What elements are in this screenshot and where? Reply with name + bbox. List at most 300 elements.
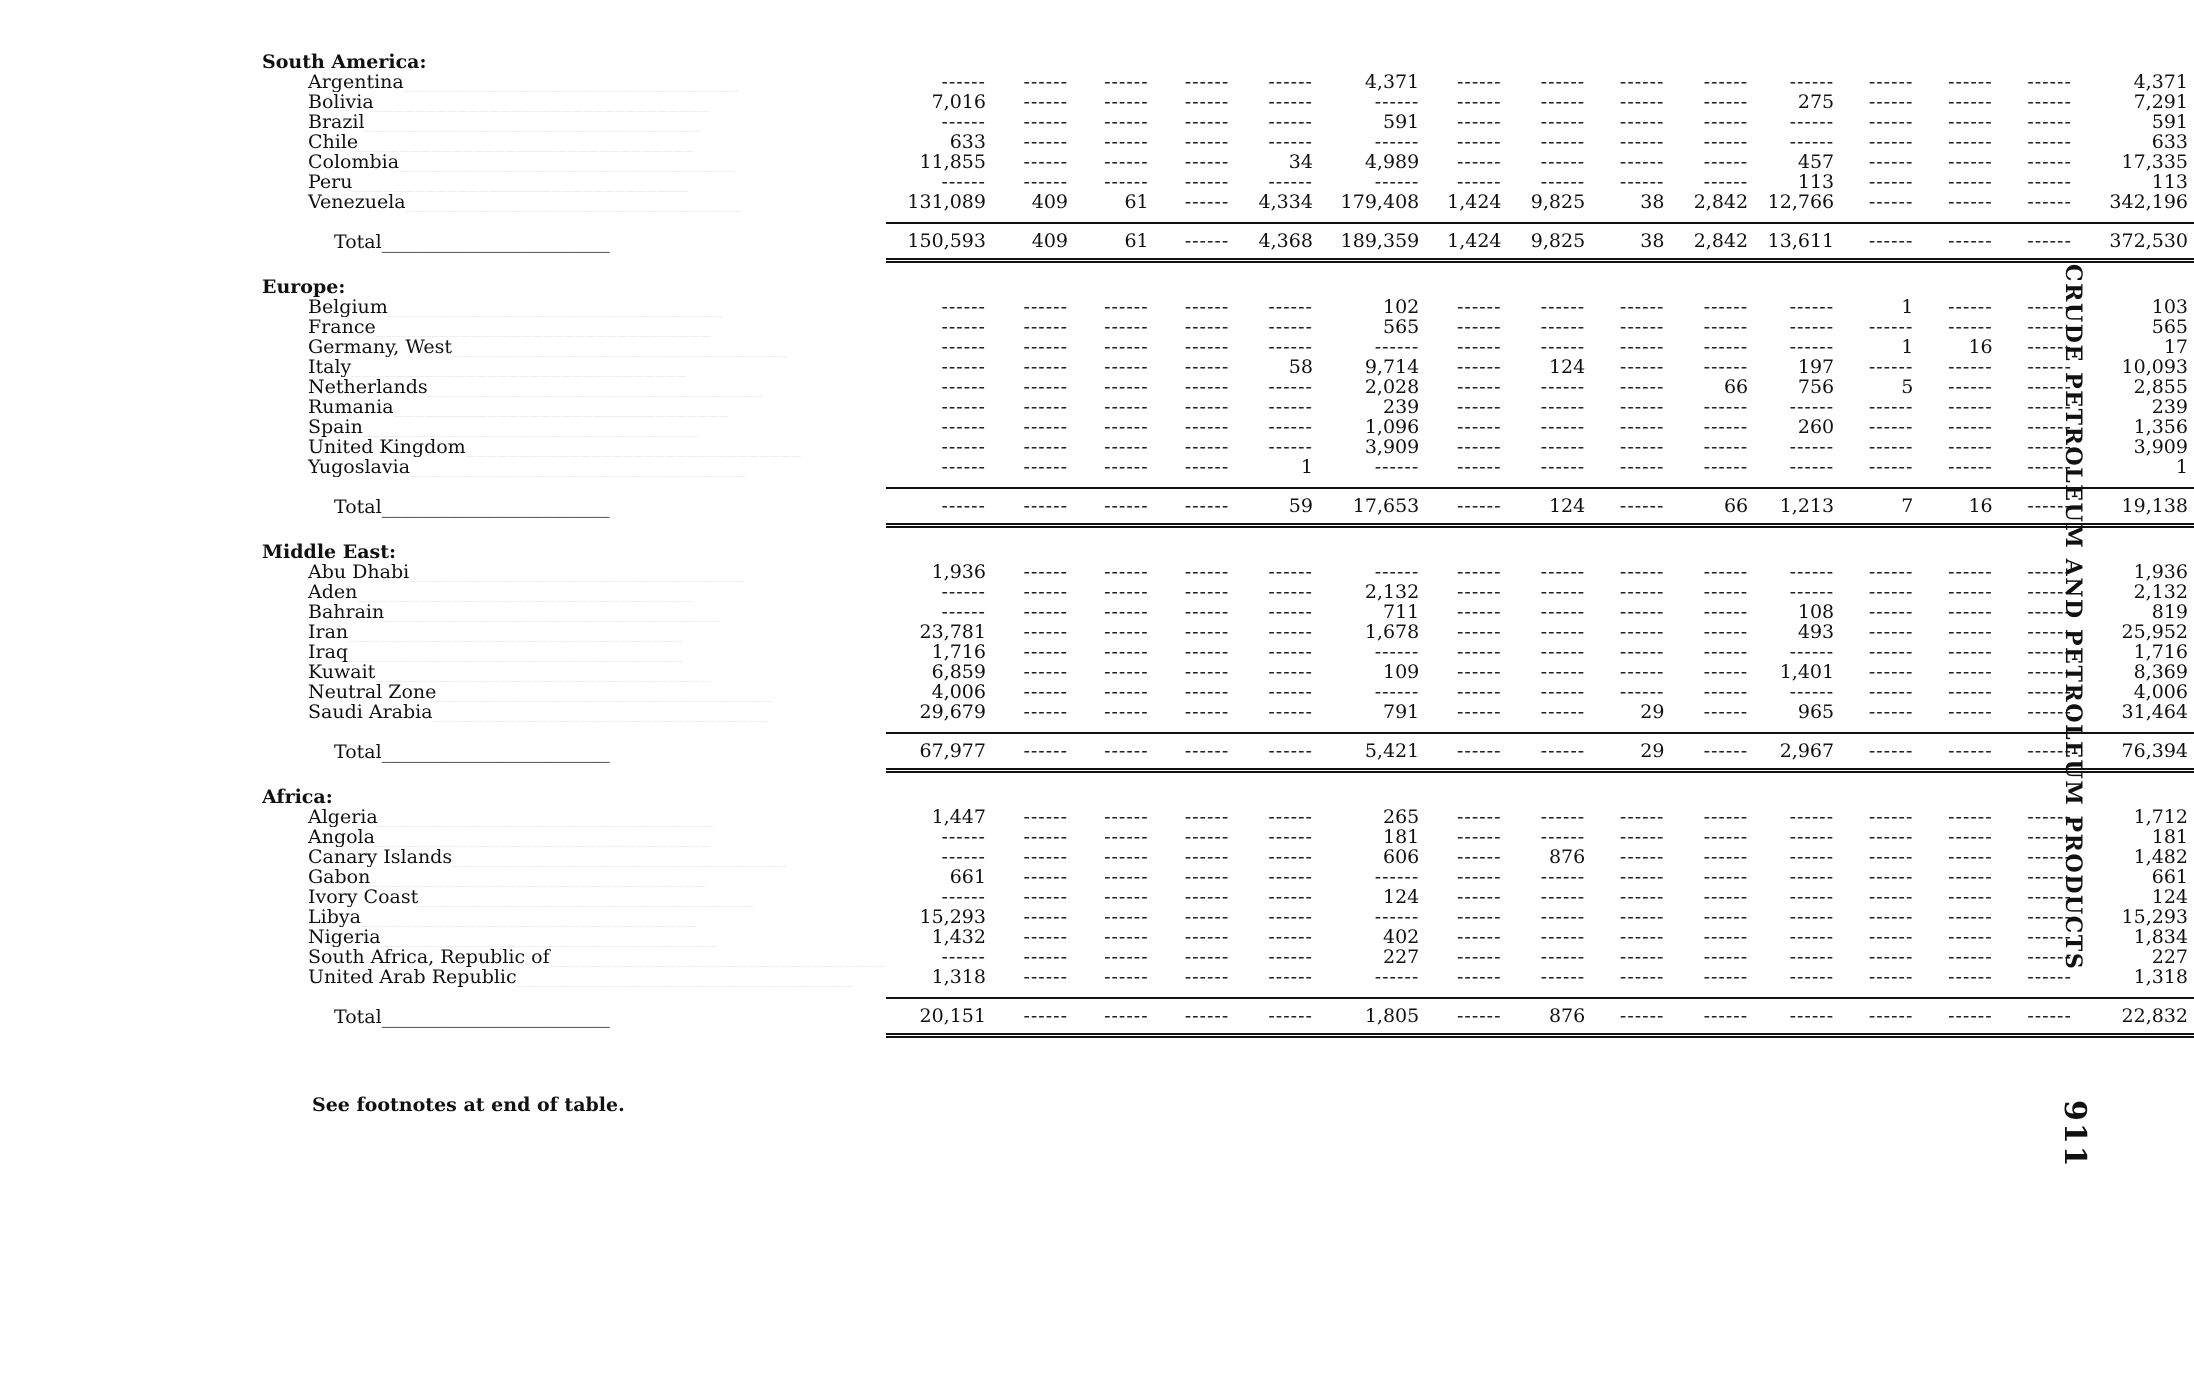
empty-cell xyxy=(1840,152,1919,172)
dash-placeholder: ------ xyxy=(1540,397,1586,417)
dash-placeholder: ------ xyxy=(1457,827,1502,847)
dash-placeholder: ------ xyxy=(1457,397,1502,417)
empty-cell xyxy=(1319,867,1425,887)
table-row xyxy=(262,662,2194,682)
dash-placeholder: ------ xyxy=(1268,397,1313,417)
dash-placeholder: ------ xyxy=(941,397,986,417)
empty-cell xyxy=(1235,702,1319,722)
empty-cell xyxy=(1508,72,1592,92)
dash-placeholder: ------ xyxy=(1023,967,1068,987)
empty-cell xyxy=(1919,192,1998,212)
dash-placeholder: ------ xyxy=(1457,317,1502,337)
value-cell: 1 xyxy=(1901,297,1914,317)
dash-placeholder: ------ xyxy=(1948,622,1993,642)
value-cell: 965 xyxy=(1797,702,1835,722)
dash-placeholder: ------ xyxy=(1789,947,1835,967)
dash-placeholder: ------ xyxy=(1184,582,1230,602)
empty-cell xyxy=(1155,827,1236,847)
empty-cell xyxy=(1155,457,1236,477)
dash-placeholder: ------ xyxy=(2027,437,2072,457)
dash-placeholder: ------ xyxy=(1457,92,1502,112)
empty-cell xyxy=(1754,562,1840,582)
empty-cell xyxy=(1754,72,1840,92)
empty-cell xyxy=(1425,72,1507,92)
empty-cell xyxy=(1074,457,1155,477)
dash-placeholder: ------ xyxy=(1703,927,1749,947)
country-label xyxy=(262,662,886,682)
dash-placeholder: ------ xyxy=(1184,847,1230,867)
dash-placeholder: ------ xyxy=(1868,582,1914,602)
empty-cell xyxy=(1591,562,1670,582)
region-header-row xyxy=(262,52,2194,72)
dash-placeholder: ------ xyxy=(1023,1005,1068,1027)
region-heading: Africa: xyxy=(262,787,333,807)
empty-cell xyxy=(992,488,1074,526)
dash-placeholder: ------ xyxy=(1023,622,1068,642)
empty-cell xyxy=(1840,622,1919,642)
dash-placeholder: ------ xyxy=(1868,317,1914,337)
empty-cell xyxy=(1074,998,1155,1036)
dash-placeholder: ------ xyxy=(1184,317,1230,337)
dash-placeholder: ------ xyxy=(1104,337,1149,357)
dash-placeholder: ------ xyxy=(1948,602,1993,622)
dash-placeholder: ------ xyxy=(1703,317,1749,337)
dash-placeholder: ------ xyxy=(1023,602,1068,622)
empty-cell xyxy=(992,417,1074,437)
empty-cell xyxy=(1919,112,1998,132)
dash-placeholder: ------ xyxy=(1457,602,1502,622)
dash-placeholder: ------ xyxy=(1703,582,1749,602)
empty-cell xyxy=(886,887,992,907)
empty-cell xyxy=(1591,582,1670,602)
country-label xyxy=(262,192,886,212)
empty-cell xyxy=(1155,622,1236,642)
dash-placeholder: ------ xyxy=(2027,192,2072,212)
dash-placeholder: ------ xyxy=(1268,907,1313,927)
leader-dots: ________________________________ xyxy=(358,132,695,152)
empty-cell xyxy=(1508,827,1592,847)
value-cell: 9,714 xyxy=(1364,357,1420,377)
dash-placeholder: ------ xyxy=(1268,72,1313,92)
empty-cell xyxy=(992,112,1074,132)
empty-cell xyxy=(1591,72,1670,92)
empty-cell xyxy=(1670,947,1754,967)
empty-cell xyxy=(1425,397,1507,417)
empty-cell xyxy=(1074,867,1155,887)
empty-cell xyxy=(1508,337,1592,357)
table-row xyxy=(262,927,2194,947)
country-label xyxy=(262,622,886,642)
country-name: Italy xyxy=(308,357,352,377)
country-label xyxy=(262,377,886,397)
empty-cell xyxy=(1919,582,1998,602)
dash-placeholder: ------ xyxy=(1619,642,1665,662)
dash-placeholder: ------ xyxy=(1789,682,1835,702)
dash-placeholder: ------ xyxy=(1948,1005,1993,1027)
country-label xyxy=(262,72,886,92)
empty-cell xyxy=(1155,682,1236,702)
empty-cell xyxy=(1074,337,1155,357)
dash-placeholder: ------ xyxy=(1619,417,1665,437)
region-header-row xyxy=(262,277,2194,297)
dash-placeholder: ------ xyxy=(941,602,986,622)
dash-placeholder: ------ xyxy=(1948,807,1993,827)
dash-placeholder: ------ xyxy=(2027,582,2072,602)
empty-cell xyxy=(1999,998,2078,1036)
empty-cell xyxy=(1425,622,1507,642)
empty-cell xyxy=(992,437,1074,457)
empty-cell xyxy=(886,337,992,357)
dash-placeholder: ------ xyxy=(941,947,986,967)
empty-cell xyxy=(1919,397,1998,417)
empty-cell xyxy=(1919,602,1998,622)
dash-placeholder: ------ xyxy=(1184,297,1230,317)
dash-placeholder: ------ xyxy=(941,377,986,397)
dash-placeholder: ------ xyxy=(1703,172,1749,192)
value-cell: 4,371 xyxy=(1364,72,1420,92)
empty-cell xyxy=(992,337,1074,357)
empty-cell xyxy=(1074,662,1155,682)
dash-placeholder: ------ xyxy=(1268,1005,1313,1027)
empty-cell xyxy=(1074,733,1155,771)
empty-cell xyxy=(1754,967,1840,987)
dash-placeholder: ------ xyxy=(2027,1005,2072,1027)
dash-placeholder: ------ xyxy=(1374,907,1420,927)
empty-cell xyxy=(1754,297,1840,317)
dash-placeholder: ------ xyxy=(1457,967,1502,987)
dash-placeholder: ------ xyxy=(1184,1005,1230,1027)
dash-placeholder: ------ xyxy=(941,847,986,867)
total-value-cell: 22,832 xyxy=(2078,998,2194,1036)
empty-cell xyxy=(1919,967,1998,987)
dash-placeholder: ------ xyxy=(1023,927,1068,947)
empty-cell xyxy=(1670,807,1754,827)
empty-cell xyxy=(1425,642,1507,662)
table-row xyxy=(262,192,2194,212)
dash-placeholder: ------ xyxy=(1948,457,1993,477)
empty-cell xyxy=(1754,112,1840,132)
dash-placeholder: ------ xyxy=(1540,967,1586,987)
dash-placeholder: ------ xyxy=(1948,437,1993,457)
empty-cell xyxy=(1319,642,1425,662)
empty-cell xyxy=(1425,488,1507,526)
leader-dots: ________________________________ xyxy=(427,377,764,397)
empty-cell xyxy=(1508,397,1592,417)
table-row xyxy=(262,907,2194,927)
dash-placeholder: ------ xyxy=(1789,927,1835,947)
dash-placeholder: ------ xyxy=(1268,417,1313,437)
dash-placeholder: ------ xyxy=(1868,827,1914,847)
empty-cell xyxy=(1319,907,1425,927)
value-cell: 17 xyxy=(2163,337,2188,357)
dash-placeholder: ------ xyxy=(1184,417,1230,437)
dash-placeholder: ------ xyxy=(1948,172,1993,192)
country-label xyxy=(262,582,886,602)
empty-cell xyxy=(992,622,1074,642)
dash-placeholder: ------ xyxy=(1540,907,1586,927)
value-cell: 275 xyxy=(1797,92,1835,112)
leader-dots: ________________________________ xyxy=(362,417,699,437)
table-row xyxy=(262,887,2194,907)
dash-placeholder: ------ xyxy=(1619,967,1665,987)
table-row xyxy=(262,172,2194,192)
country-name: Brazil xyxy=(308,112,365,132)
dash-placeholder: ------ xyxy=(1023,377,1068,397)
empty-cell xyxy=(1155,72,1236,92)
dash-placeholder: ------ xyxy=(1619,132,1665,152)
empty-cell xyxy=(1074,152,1155,172)
empty-cell xyxy=(1074,377,1155,397)
empty-cell xyxy=(1919,297,1998,317)
empty-cell xyxy=(1919,622,1998,642)
empty-cell xyxy=(992,297,1074,317)
dash-placeholder: ------ xyxy=(1184,112,1230,132)
dash-placeholder: ------ xyxy=(1104,740,1149,762)
empty-cell xyxy=(1670,622,1754,642)
dash-placeholder: ------ xyxy=(1540,887,1586,907)
empty-cell xyxy=(1235,397,1319,417)
table-row xyxy=(262,702,2194,722)
country-name: Germany, West xyxy=(308,337,452,357)
dash-placeholder: ------ xyxy=(1104,827,1149,847)
dash-placeholder: ------ xyxy=(1457,682,1502,702)
empty-cell xyxy=(1670,927,1754,947)
country-label xyxy=(262,807,886,827)
empty-cell xyxy=(1591,337,1670,357)
dash-placeholder: ------ xyxy=(1457,807,1502,827)
dash-placeholder: ------ xyxy=(1868,740,1914,762)
dash-placeholder: ------ xyxy=(1457,927,1502,947)
empty-cell xyxy=(1840,947,1919,967)
dash-placeholder: ------ xyxy=(1104,297,1149,317)
dash-placeholder: ------ xyxy=(1868,152,1914,172)
empty-cell xyxy=(1074,92,1155,112)
total-label xyxy=(262,223,886,261)
dash-placeholder: ------ xyxy=(2027,827,2072,847)
dash-placeholder: ------ xyxy=(1868,662,1914,682)
dash-placeholder: ------ xyxy=(1868,867,1914,887)
total-value-cell: 1,424 xyxy=(1425,223,1507,261)
value-cell: 1 xyxy=(1300,457,1313,477)
dash-placeholder: ------ xyxy=(1619,907,1665,927)
empty-cell xyxy=(1425,457,1507,477)
dash-placeholder: ------ xyxy=(1948,132,1993,152)
empty-cell xyxy=(1074,967,1155,987)
empty-cell xyxy=(1840,733,1919,771)
empty-cell xyxy=(1425,702,1507,722)
dash-placeholder: ------ xyxy=(1868,682,1914,702)
dash-placeholder: ------ xyxy=(1868,72,1914,92)
total-value-cell: 16 xyxy=(1919,488,1998,526)
empty-cell xyxy=(992,377,1074,397)
empty-cell xyxy=(992,702,1074,722)
empty-cell xyxy=(1754,847,1840,867)
dash-placeholder: ------ xyxy=(1104,662,1149,682)
dash-placeholder: ------ xyxy=(1703,827,1749,847)
value-cell: 181 xyxy=(2151,827,2188,847)
dash-placeholder: ------ xyxy=(1540,72,1586,92)
dash-placeholder: ------ xyxy=(1948,740,1993,762)
dash-placeholder: ------ xyxy=(1184,867,1230,887)
dash-placeholder: ------ xyxy=(1268,682,1313,702)
empty-cell xyxy=(1919,457,1998,477)
dash-placeholder: ------ xyxy=(1789,642,1835,662)
country-label xyxy=(262,847,886,867)
empty-cell xyxy=(1670,702,1754,722)
dash-placeholder: ------ xyxy=(1540,582,1586,602)
dash-placeholder: ------ xyxy=(1457,337,1502,357)
empty-cell xyxy=(1425,867,1507,887)
empty-cell xyxy=(1670,297,1754,317)
dash-placeholder: ------ xyxy=(1540,172,1586,192)
total-value-cell: 2,967 xyxy=(1754,733,1840,771)
empty-cell xyxy=(992,662,1074,682)
empty-cell xyxy=(1425,602,1507,622)
dash-placeholder: ------ xyxy=(1184,192,1230,212)
empty-cell xyxy=(1919,702,1998,722)
value-cell: 3,909 xyxy=(1364,437,1420,457)
dash-placeholder: ------ xyxy=(2027,847,2072,867)
dash-placeholder: ------ xyxy=(2027,357,2072,377)
dash-placeholder: ------ xyxy=(1868,437,1914,457)
empty-cell xyxy=(1319,562,1425,582)
dash-placeholder: ------ xyxy=(1948,112,1993,132)
country-label xyxy=(262,437,886,457)
dash-placeholder: ------ xyxy=(1457,112,1502,132)
empty-cell xyxy=(1319,967,1425,987)
empty-cell xyxy=(1919,317,1998,337)
total-value-cell: 9,825 xyxy=(1508,223,1592,261)
dash-placeholder: ------ xyxy=(1457,437,1502,457)
empty-cell xyxy=(1840,887,1919,907)
dash-placeholder: ------ xyxy=(1184,72,1230,92)
empty-cell xyxy=(1155,192,1236,212)
country-name: Bahrain xyxy=(308,602,385,622)
empty-cell xyxy=(1670,317,1754,337)
total-value-cell: 409 xyxy=(992,223,1074,261)
leader-dots: ________________________________ xyxy=(351,357,688,377)
dash-placeholder: ------ xyxy=(1457,457,1502,477)
total-value-cell: 59 xyxy=(1235,488,1319,526)
empty-cell xyxy=(1670,582,1754,602)
dash-placeholder: ------ xyxy=(1948,317,1993,337)
empty-cell xyxy=(1425,437,1507,457)
empty-cell xyxy=(1235,172,1319,192)
dash-placeholder: ------ xyxy=(1789,907,1835,927)
value-cell: 565 xyxy=(2151,317,2188,337)
dash-placeholder: ------ xyxy=(1104,112,1149,132)
dash-placeholder: ------ xyxy=(1868,457,1914,477)
dash-placeholder: ------ xyxy=(1868,967,1914,987)
table-row xyxy=(262,297,2194,317)
empty-cell xyxy=(1235,622,1319,642)
dash-placeholder: ------ xyxy=(2027,172,2072,192)
dash-placeholder: ------ xyxy=(1457,582,1502,602)
dash-placeholder: ------ xyxy=(1104,622,1149,642)
dash-placeholder: ------ xyxy=(1184,377,1230,397)
dash-placeholder: ------ xyxy=(1703,72,1749,92)
dash-placeholder: ------ xyxy=(1948,907,1993,927)
empty-cell xyxy=(1999,112,2078,132)
dash-placeholder: ------ xyxy=(1457,72,1502,92)
table-row xyxy=(262,112,2194,132)
leader-dots: ________________________________ xyxy=(399,152,736,172)
dash-placeholder: ------ xyxy=(1619,887,1665,907)
dash-placeholder: ------ xyxy=(1540,947,1586,967)
dash-placeholder: ------ xyxy=(1023,172,1068,192)
value-cell: 239 xyxy=(1382,397,1420,417)
dash-placeholder: ------ xyxy=(1703,887,1749,907)
dash-placeholder: ------ xyxy=(1268,377,1313,397)
dash-placeholder: ------ xyxy=(1457,152,1502,172)
total-value-cell: 66 xyxy=(1670,488,1754,526)
empty-cell xyxy=(1155,397,1236,417)
total-label xyxy=(262,998,886,1036)
value-cell: 2,855 xyxy=(2133,377,2188,397)
empty-cell xyxy=(1840,998,1919,1036)
empty-cell xyxy=(1670,847,1754,867)
dash-placeholder: ------ xyxy=(1948,417,1993,437)
empty-cell xyxy=(1425,337,1507,357)
empty-cell xyxy=(1591,397,1670,417)
dash-placeholder: ------ xyxy=(1023,417,1068,437)
table-body xyxy=(262,52,2194,1052)
empty-cell xyxy=(1919,662,1998,682)
leader-dots: ________________________________ xyxy=(357,582,694,602)
dash-placeholder: ------ xyxy=(1104,927,1149,947)
value-cell: 819 xyxy=(2151,602,2188,622)
dash-placeholder: ------ xyxy=(1268,297,1313,317)
empty-cell xyxy=(1670,887,1754,907)
dash-placeholder: ------ xyxy=(1268,827,1313,847)
value-cell: 6,859 xyxy=(931,662,986,682)
leader-dots: ________________________________ xyxy=(409,562,746,582)
empty-cell xyxy=(1235,562,1319,582)
dash-placeholder: ------ xyxy=(1457,887,1502,907)
dash-placeholder: ------ xyxy=(1023,582,1068,602)
empty-cell xyxy=(1508,112,1592,132)
dash-placeholder: ------ xyxy=(1023,112,1068,132)
country-name: Yugoslavia xyxy=(308,457,411,477)
value-cell: 606 xyxy=(1382,847,1420,867)
dash-placeholder: ------ xyxy=(1703,417,1749,437)
total-row xyxy=(262,998,2194,1036)
dash-placeholder: ------ xyxy=(1184,642,1230,662)
dash-placeholder: ------ xyxy=(1457,622,1502,642)
empty-cell xyxy=(1508,927,1592,947)
empty-cell xyxy=(1425,172,1507,192)
value-cell: 4,371 xyxy=(2133,72,2188,92)
dash-placeholder: ------ xyxy=(1104,807,1149,827)
table-row xyxy=(262,582,2194,602)
page-number-text: 911 xyxy=(2057,1100,2092,1169)
empty-cell xyxy=(1319,132,1425,152)
dash-placeholder: ------ xyxy=(1948,582,1993,602)
dash-placeholder: ------ xyxy=(1268,887,1313,907)
total-text: Total xyxy=(334,230,382,253)
empty-cell xyxy=(1425,377,1507,397)
dash-placeholder: ------ xyxy=(1104,377,1149,397)
empty-cell xyxy=(992,562,1074,582)
dash-placeholder: ------ xyxy=(1868,927,1914,947)
dash-placeholder: ------ xyxy=(2027,132,2072,152)
empty-cell xyxy=(1425,112,1507,132)
country-label xyxy=(262,132,886,152)
dash-placeholder: ------ xyxy=(1868,702,1914,722)
country-name: Ivory Coast xyxy=(308,887,419,907)
value-cell: 17,335 xyxy=(2121,152,2188,172)
leader-dots: ________________________________ xyxy=(348,622,685,642)
